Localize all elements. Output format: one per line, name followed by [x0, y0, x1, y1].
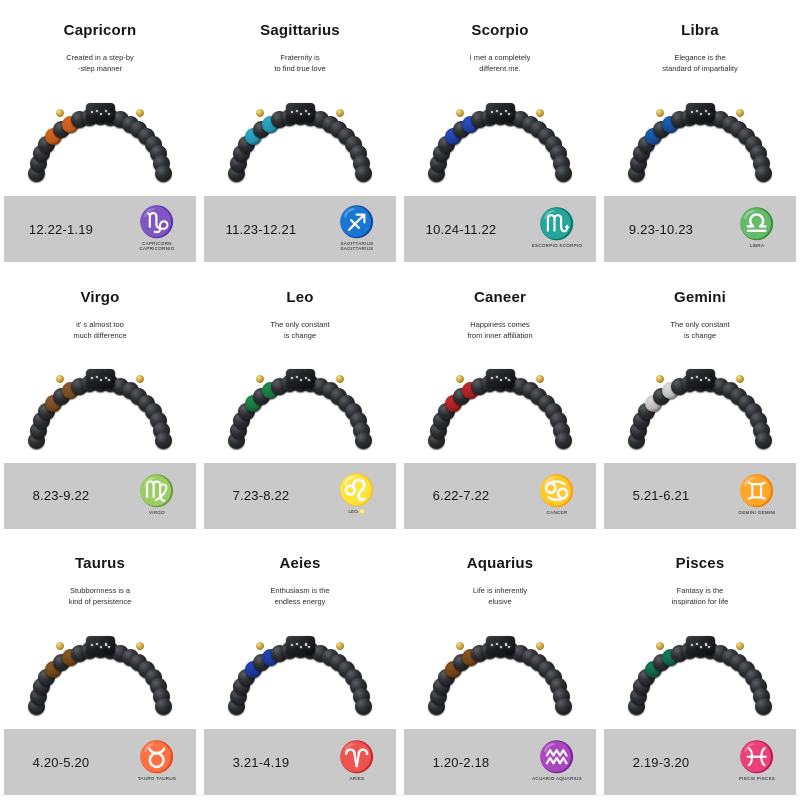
zodiac-charm: [686, 369, 715, 388]
zodiac-slogan: [200, 319, 400, 342]
bead-ring: [410, 351, 590, 407]
bracelet-card[interactable]: [200, 0, 400, 267]
zodiac-title: Pisces: [675, 555, 725, 573]
zodiac-title: Aquarius: [466, 555, 534, 573]
gold-spacer-bead: [336, 642, 344, 650]
charm-constellation-dots: [491, 643, 510, 648]
zodiac-glyph-icon: ♋: [538, 474, 576, 508]
zodiac-emblem: [718, 464, 796, 528]
bracelet-bead: [155, 432, 172, 449]
zodiac-glyph-icon: ♍: [138, 474, 176, 508]
zodiac-emblem: [518, 730, 596, 794]
charm-constellation-dots: [91, 376, 110, 381]
date-range: 8.23-9.22: [32, 488, 90, 504]
gold-spacer-bead: [736, 109, 744, 117]
date-range: 7.23-8.22: [232, 488, 290, 504]
bracelet-card[interactable]: [0, 0, 200, 267]
bead-ring: [210, 85, 390, 141]
date-band: [404, 729, 596, 795]
emblem-name-line: VIRGO: [148, 509, 165, 515]
bracelet-image[interactable]: [610, 351, 790, 407]
zodiac-emblem: [718, 730, 796, 794]
bracelet-bead: [155, 165, 172, 182]
date-range: 5.21-6.21: [632, 488, 690, 504]
bracelet-bead: [555, 698, 572, 715]
emblem-name-line: ESCORPIO SCORPIO: [531, 243, 583, 248]
date-band: [204, 463, 396, 529]
charm-constellation-dots: [491, 376, 510, 381]
zodiac-emblem: [118, 197, 196, 261]
zodiac-slogan: [200, 52, 400, 75]
emblem-name: [532, 243, 583, 248]
bracelet-card[interactable]: [400, 533, 600, 800]
zodiac-title: Capricorn: [63, 22, 137, 39]
bracelet-card[interactable]: [600, 0, 800, 267]
zodiac-charm: [286, 103, 315, 122]
slogan-line: I met a completely: [469, 53, 531, 62]
bracelet-image[interactable]: [610, 85, 790, 141]
slogan-line: from inner affiliation: [467, 330, 533, 340]
bracelet-bead: [355, 698, 372, 715]
zodiac-title: Aeies: [279, 555, 321, 573]
gold-spacer-bead: [256, 642, 264, 650]
emblem-name-line: GEMINI GEMINI: [738, 509, 776, 515]
gold-spacer-bead: [336, 109, 344, 117]
emblem-name-line: LIBRA: [749, 243, 765, 248]
slogan-line: Enthusiasm is the: [270, 586, 330, 596]
charm-constellation-dots: [291, 110, 310, 115]
bead-ring: [610, 351, 790, 407]
slogan-line: The only constant: [670, 319, 730, 329]
emblem-name-line: SAGITTARIUS: [340, 245, 374, 251]
bracelet-image[interactable]: [10, 618, 190, 674]
zodiac-title: Libra: [681, 22, 719, 39]
date-range: 9.23-10.23: [628, 221, 694, 237]
bracelet-card[interactable]: [600, 533, 800, 800]
zodiac-glyph-icon: ♓: [738, 741, 776, 775]
zodiac-charm: [486, 636, 515, 655]
zodiac-slogan: [600, 52, 800, 75]
bead-ring: [410, 85, 590, 141]
emblem-name-line: PISCIS PISCES: [738, 776, 776, 782]
charm-constellation-dots: [91, 110, 110, 115]
zodiac-slogan: [0, 319, 200, 342]
zodiac-slogan: [600, 585, 800, 608]
charm-constellation-dots: [291, 643, 310, 648]
bead-ring: [610, 618, 790, 674]
zodiac-charm: [86, 636, 115, 655]
gold-spacer-bead: [256, 109, 264, 117]
bead-ring: [210, 618, 390, 674]
zodiac-slogan: [400, 585, 600, 608]
gold-spacer-bead: [56, 109, 64, 117]
gold-spacer-bead: [456, 642, 464, 650]
date-band: [404, 463, 596, 529]
bracelet-card[interactable]: [600, 267, 800, 534]
bracelet-card[interactable]: [400, 267, 600, 534]
bracelet-image[interactable]: [610, 618, 790, 674]
bead-ring: [410, 618, 590, 674]
gold-spacer-bead: [456, 109, 464, 117]
emblem-name-line: ACUARIO AQUARIUS: [532, 776, 582, 782]
zodiac-charm: [486, 103, 515, 122]
zodiac-emblem: [318, 464, 396, 528]
slogan-line: Fantasy is the: [676, 586, 724, 596]
date-range: 4.20-5.20: [32, 754, 90, 770]
bracelet-image[interactable]: [10, 351, 190, 407]
gold-spacer-bead: [536, 109, 544, 117]
gold-spacer-bead: [736, 642, 744, 650]
gold-spacer-bead: [656, 109, 664, 117]
gold-spacer-bead: [736, 375, 744, 383]
date-range: 1.20-2.18: [432, 754, 490, 770]
emblem-name-line: CAPRICORN: [142, 240, 172, 246]
date-band: [604, 463, 796, 529]
gold-spacer-bead: [56, 642, 64, 650]
slogan-line: much difference: [73, 330, 127, 340]
slogan-line: Fraternity is: [280, 53, 320, 62]
gold-spacer-bead: [336, 375, 344, 383]
zodiac-glyph-icon: ♐: [338, 205, 376, 239]
zodiac-glyph-icon: ♎: [738, 208, 776, 241]
bracelet-image[interactable]: [210, 85, 390, 141]
gold-spacer-bead: [536, 642, 544, 650]
gold-spacer-bead: [656, 642, 664, 650]
zodiac-slogan: [0, 585, 200, 608]
date-band: [604, 196, 796, 262]
bracelet-image[interactable]: [10, 85, 190, 141]
gold-spacer-bead: [456, 375, 464, 383]
zodiac-title: Gemini: [673, 288, 727, 306]
zodiac-emblem: [118, 730, 196, 794]
zodiac-slogan: [600, 319, 800, 342]
slogan-line: Created in a step-by: [66, 53, 134, 62]
bead-ring: [10, 618, 190, 674]
bead-ring: [10, 351, 190, 407]
bracelet-card[interactable]: [0, 267, 200, 534]
emblem-name: [149, 510, 165, 515]
charm-constellation-dots: [691, 376, 710, 381]
zodiac-slogan: [200, 585, 400, 608]
slogan-line: it’ s almost too: [76, 319, 124, 329]
charm-constellation-dots: [291, 376, 310, 381]
bracelet-bead: [755, 165, 772, 182]
slogan-line: The only constant: [270, 319, 330, 329]
emblem-name-line: CAPRICORNIO: [139, 245, 175, 251]
emblem-name-line: SAGITTARIUS: [340, 240, 374, 246]
gold-spacer-bead: [136, 109, 144, 117]
emblem-name: [348, 509, 365, 515]
emblem-name-line: ARIES: [349, 776, 365, 782]
slogan-line: -step manner: [77, 64, 123, 74]
zodiac-charm: [486, 369, 515, 388]
date-band: [4, 463, 196, 529]
slogan-line: kind of persistence: [68, 597, 132, 607]
emblem-name-line: CANCER: [546, 509, 568, 515]
date-range: 3.21-4.19: [232, 754, 290, 770]
emblem-name: [739, 776, 775, 781]
slogan-line: different me.: [479, 64, 521, 74]
charm-constellation-dots: [691, 110, 710, 115]
bead-ring: [10, 85, 190, 141]
date-range: 6.22-7.22: [432, 488, 490, 504]
bracelet-bead: [755, 698, 772, 715]
date-band: [204, 729, 396, 795]
bead-ring: [210, 351, 390, 407]
zodiac-emblem: [518, 197, 596, 261]
bracelet-card[interactable]: [0, 533, 200, 800]
bracelet-image[interactable]: [210, 351, 390, 407]
zodiac-slogan: [400, 319, 600, 342]
zodiac-title: Taurus: [74, 555, 126, 573]
zodiac-charm: [286, 369, 315, 388]
gold-spacer-bead: [56, 375, 64, 383]
date-band: [4, 196, 196, 262]
slogan-line: standard of impartiality: [662, 64, 738, 74]
date-range: 11.23-12.21: [225, 221, 297, 237]
charm-constellation-dots: [91, 643, 110, 648]
emblem-name: [738, 510, 775, 515]
slogan-line: endless energy: [274, 597, 326, 607]
gold-spacer-bead: [136, 642, 144, 650]
zodiac-title: Leo: [286, 288, 314, 306]
bracelet-card[interactable]: [200, 533, 400, 800]
slogan-line: inspiration for life: [671, 597, 729, 607]
emblem-name: [349, 776, 364, 781]
gold-spacer-bead: [256, 375, 264, 383]
bracelet-bead: [155, 698, 172, 715]
zodiac-charm: [86, 369, 115, 388]
emblem-name: [532, 776, 582, 781]
emblem-name: [750, 243, 765, 248]
zodiac-glyph-icon: ♑: [138, 205, 176, 239]
charm-constellation-dots: [491, 110, 510, 115]
zodiac-glyph-icon: ♉: [138, 741, 176, 775]
bracelet-image[interactable]: [410, 618, 590, 674]
zodiac-slogan: [0, 52, 200, 75]
slogan-line: to find true love: [274, 64, 326, 74]
zodiac-emblem: [518, 464, 596, 528]
bracelet-image[interactable]: [410, 85, 590, 141]
zodiac-title: Scorpio: [471, 22, 529, 39]
slogan-line: Happiness comes: [470, 319, 530, 329]
emblem-name: [139, 241, 174, 251]
zodiac-charm: [286, 636, 315, 655]
zodiac-charm: [686, 103, 715, 122]
emblem-name: [547, 510, 568, 515]
bracelet-bead: [755, 432, 772, 449]
zodiac-title: Sagittarius: [260, 22, 340, 39]
slogan-line: is change: [683, 330, 717, 340]
slogan-line: Life is inherently: [472, 586, 528, 596]
date-band: [204, 196, 396, 262]
zodiac-title: Virgo: [80, 288, 120, 306]
slogan-line: Stubbornness is a: [69, 586, 131, 596]
date-band: [404, 196, 596, 262]
bracelet-bead: [555, 165, 572, 182]
emblem-name-line: LEO ♌: [348, 509, 366, 515]
date-band: [4, 729, 196, 795]
gold-spacer-bead: [136, 375, 144, 383]
bracelet-bead: [355, 432, 372, 449]
zodiac-glyph-icon: ♏: [538, 208, 576, 241]
bracelet-bead: [355, 165, 372, 182]
zodiac-emblem: [318, 730, 396, 794]
zodiac-charm: [86, 103, 115, 122]
zodiac-emblem: [718, 197, 796, 261]
zodiac-charm: [686, 636, 715, 655]
zodiac-glyph-icon: ♒: [538, 741, 576, 775]
bracelet-bead: [555, 432, 572, 449]
slogan-line: is change: [283, 330, 317, 340]
zodiac-emblem: [318, 197, 396, 261]
bracelet-card[interactable]: [400, 0, 600, 267]
emblem-name: [138, 776, 176, 781]
date-range: 12.22-1.19: [28, 221, 94, 237]
gold-spacer-bead: [536, 375, 544, 383]
emblem-name-line: TAURO TAURUS: [137, 776, 177, 782]
zodiac-slogan: [400, 52, 600, 75]
zodiac-emblem: [118, 464, 196, 528]
emblem-name: [341, 241, 374, 251]
zodiac-glyph-icon: ♈: [338, 741, 376, 775]
bead-ring: [610, 85, 790, 141]
date-range: 2.19-3.20: [632, 754, 690, 770]
gold-spacer-bead: [656, 375, 664, 383]
slogan-line: Elegance is the: [674, 53, 726, 62]
zodiac-glyph-icon: ♌: [338, 474, 376, 508]
bracelet-image[interactable]: [410, 351, 590, 407]
charm-constellation-dots: [691, 643, 710, 648]
zodiac-glyph-icon: ♊: [738, 474, 776, 508]
bracelet-card[interactable]: [200, 267, 400, 534]
slogan-line: elusive: [488, 597, 512, 607]
date-range: 10.24-11.22: [425, 221, 497, 237]
bracelet-image[interactable]: [210, 618, 390, 674]
date-band: [604, 729, 796, 795]
zodiac-title: Caneer: [473, 288, 527, 306]
